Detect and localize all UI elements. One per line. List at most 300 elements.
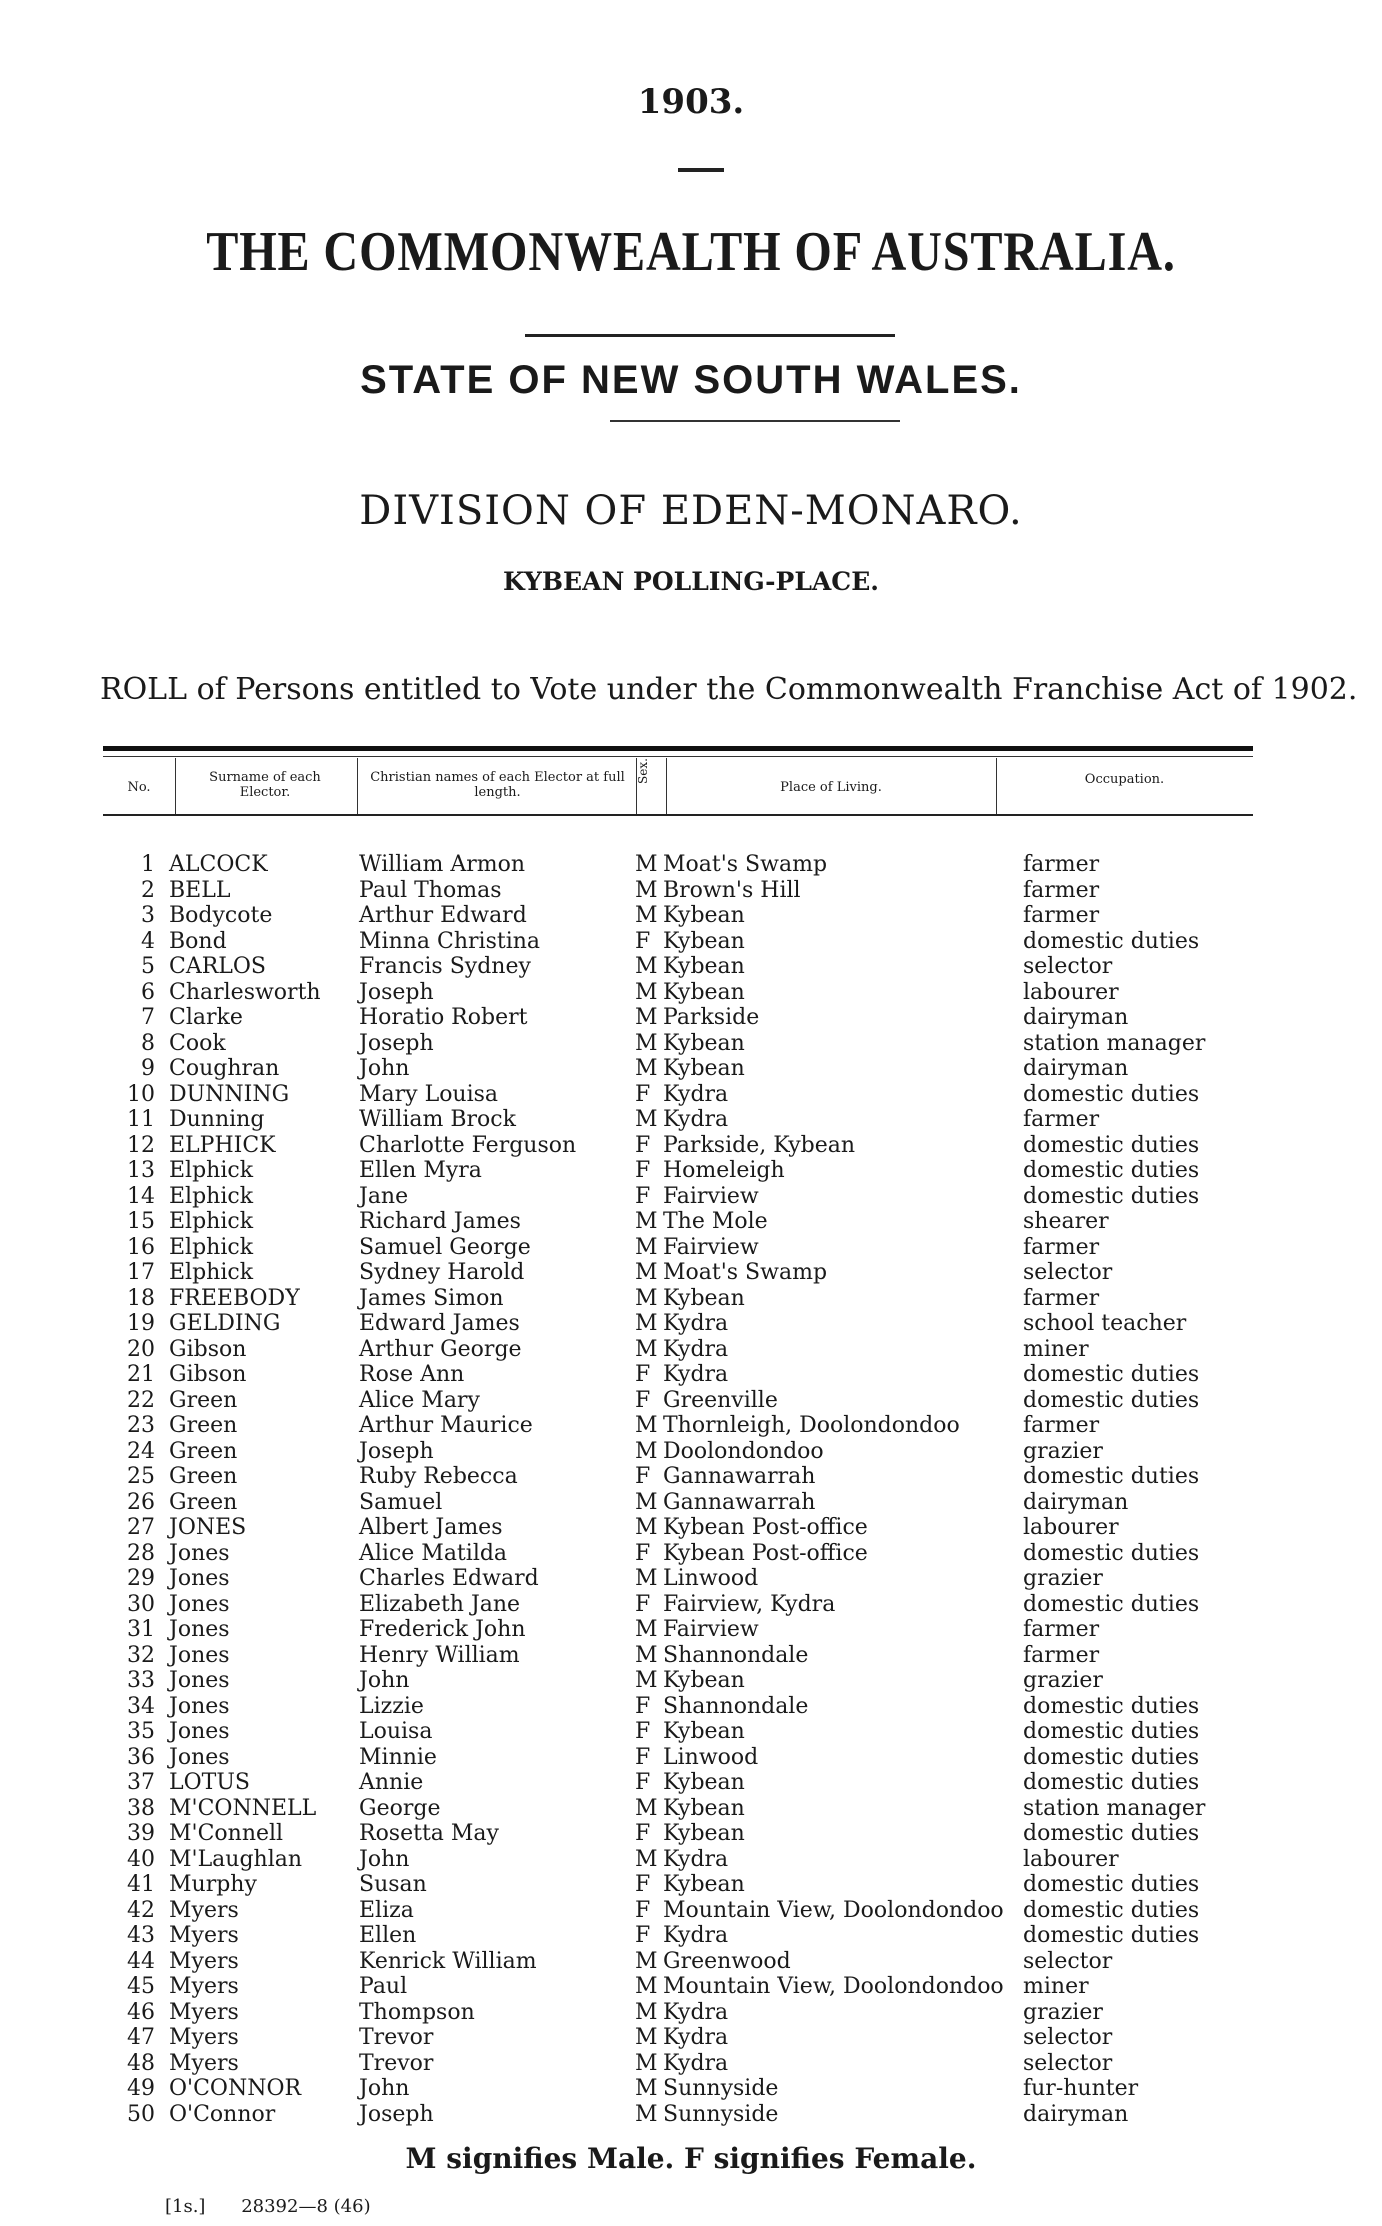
cell-sex: M	[635, 1948, 658, 1974]
cell-christian: Elizabeth Jane	[359, 1591, 521, 1617]
table-row	[103, 1184, 1253, 1210]
cell-sex: F	[635, 1183, 651, 1209]
cell-place: Kybean	[663, 903, 745, 928]
cell-no: 8	[141, 1030, 155, 1056]
cell-occupation: domestic duties	[1023, 1770, 1200, 1795]
cell-christian: Samuel	[359, 1489, 443, 1515]
cell-sex: M	[635, 1311, 658, 1336]
cell-place: Kybean	[663, 1821, 745, 1846]
cell-surname: Jones	[169, 1744, 230, 1770]
divider-rule	[525, 334, 895, 337]
cell-no: 50	[127, 2101, 155, 2127]
cell-place: Kydra	[663, 1081, 729, 1107]
cell-occupation: domestic duties	[1023, 1744, 1200, 1770]
cell-place: Mountain View, Doolondondoo	[663, 1974, 1004, 1999]
cell-surname: Green	[169, 1438, 238, 1464]
footer	[165, 2196, 401, 2217]
table-top-rule-thin	[103, 756, 1253, 757]
cell-place: Kybean	[663, 1668, 745, 1693]
cell-sex: M	[635, 1515, 658, 1540]
cell-occupation: domestic duties	[1023, 1158, 1200, 1183]
cell-surname: Bond	[169, 928, 227, 954]
cell-sex: M	[635, 1974, 658, 1999]
cell-no: 9	[141, 1056, 155, 1081]
cell-surname: Myers	[169, 2025, 239, 2050]
table-row	[103, 1082, 1253, 1108]
cell-christian: John	[359, 2076, 410, 2101]
cell-surname: Green	[169, 1489, 238, 1515]
cell-no: 17	[127, 1260, 155, 1285]
cell-sex: M	[635, 1617, 658, 1642]
table-row	[103, 1949, 1253, 1975]
cell-christian: Albert James	[359, 1515, 503, 1540]
cell-no: 43	[127, 1923, 155, 1948]
cell-occupation: domestic duties	[1023, 1591, 1200, 1617]
cell-surname: Myers	[169, 1948, 239, 1974]
cell-no: 42	[127, 1897, 155, 1923]
cell-no: 44	[127, 1948, 155, 1974]
table-row	[103, 1898, 1253, 1924]
cell-occupation: domestic duties	[1023, 1132, 1200, 1158]
cell-christian: Sydney Harold	[359, 1260, 525, 1285]
table-row	[103, 1158, 1253, 1184]
cell-no: 28	[127, 1540, 155, 1566]
cell-no: 3	[141, 903, 155, 928]
cell-surname: Murphy	[169, 1872, 257, 1897]
cell-occupation: selector	[1023, 1948, 1113, 1974]
table-row	[103, 1031, 1253, 1057]
cell-place: Fairview	[663, 1234, 759, 1260]
cell-place: Kydra	[663, 2025, 729, 2050]
table-row	[103, 1515, 1253, 1541]
cell-no: 5	[141, 954, 155, 979]
cell-occupation: domestic duties	[1023, 1923, 1200, 1948]
cell-occupation: domestic duties	[1023, 1821, 1200, 1846]
table-row	[103, 1209, 1253, 1235]
cell-occupation: shearer	[1023, 1209, 1109, 1234]
cell-christian: Joseph	[359, 1030, 434, 1056]
cell-christian: Susan	[359, 1872, 427, 1897]
cell-surname: FREEBODY	[169, 1285, 300, 1311]
table-row	[103, 1260, 1253, 1286]
cell-christian: John	[359, 1668, 410, 1693]
sex-legend: M signifies Male. F signifies Female.	[405, 2142, 977, 2175]
cell-occupation: domestic duties	[1023, 1081, 1200, 1107]
table-row	[103, 1643, 1253, 1669]
cell-surname: Myers	[169, 1923, 239, 1948]
cell-place: Parkside	[663, 1005, 760, 1030]
polling-place-heading: KYBEAN POLLING-PLACE.	[503, 567, 879, 596]
cell-occupation: farmer	[1023, 852, 1100, 877]
table-header-rule	[103, 814, 1253, 816]
document-title: THE COMMONWEALTH OF AUSTRALIA.	[206, 221, 1176, 283]
cell-place: Kydra	[663, 1311, 729, 1336]
table-row	[103, 1796, 1253, 1822]
cell-christian: Paul Thomas	[359, 877, 502, 903]
table-row	[103, 1566, 1253, 1592]
cell-no: 33	[127, 1668, 155, 1693]
cell-occupation: labourer	[1023, 1515, 1119, 1540]
cell-occupation: grazier	[1023, 1999, 1103, 2025]
division-heading: DIVISION OF EDEN-MONARO.	[359, 488, 1023, 534]
cell-no: 49	[127, 2076, 155, 2101]
cell-no: 34	[127, 1693, 155, 1719]
cell-place: Kydra	[663, 1999, 729, 2025]
cell-christian: Lizzie	[359, 1693, 424, 1719]
cell-no: 12	[127, 1132, 155, 1158]
cell-occupation: selector	[1023, 1260, 1113, 1285]
cell-christian: Henry William	[359, 1642, 520, 1668]
table-row	[103, 1362, 1253, 1388]
table-row	[103, 1847, 1253, 1873]
cell-sex: F	[635, 1872, 651, 1897]
table-row	[103, 1745, 1253, 1771]
cell-surname: BELL	[169, 877, 231, 903]
cell-occupation: school teacher	[1023, 1311, 1187, 1336]
cell-christian: Minnie	[359, 1744, 437, 1770]
cell-no: 36	[127, 1744, 155, 1770]
cell-sex: M	[635, 1489, 658, 1515]
state-heading: STATE OF NEW SOUTH WALES.	[360, 358, 1022, 402]
table-row	[103, 1872, 1253, 1898]
cell-christian: Charlotte Ferguson	[359, 1132, 577, 1158]
header-place: Place of Living.	[780, 780, 882, 795]
cell-place: Fairview, Kydra	[663, 1591, 836, 1617]
table-row	[103, 1005, 1253, 1031]
cell-sex: M	[635, 2025, 658, 2050]
cell-sex: M	[635, 1438, 658, 1464]
cell-surname: Coughran	[169, 1056, 280, 1081]
cell-occupation: selector	[1023, 2050, 1113, 2076]
cell-place: Mountain View, Doolondondoo	[663, 1897, 1004, 1923]
cell-no: 6	[141, 979, 155, 1005]
cell-surname: Elphick	[169, 1234, 254, 1260]
cell-place: Gannawarrah	[663, 1489, 816, 1515]
cell-occupation: selector	[1023, 954, 1113, 979]
cell-place: Moat's Swamp	[663, 1260, 828, 1285]
cell-sex: M	[635, 1999, 658, 2025]
cell-christian: Charles Edward	[359, 1566, 539, 1591]
cell-christian: William Armon	[359, 852, 526, 877]
cell-surname: Clarke	[169, 1005, 243, 1030]
cell-surname: Elphick	[169, 1183, 254, 1209]
cell-place: Kydra	[663, 2050, 729, 2076]
cell-occupation: miner	[1023, 1974, 1089, 1999]
cell-surname: Myers	[169, 1974, 239, 1999]
cell-no: 48	[127, 2050, 155, 2076]
cell-surname: Myers	[169, 2050, 239, 2076]
cell-sex: M	[635, 1846, 658, 1872]
cell-occupation: domestic duties	[1023, 1387, 1200, 1413]
cell-sex: M	[635, 1336, 658, 1362]
divider-rule	[678, 168, 724, 172]
cell-surname: Jones	[169, 1591, 230, 1617]
cell-place: Kybean	[663, 1285, 745, 1311]
table-row	[103, 1133, 1253, 1159]
cell-occupation: farmer	[1023, 877, 1100, 903]
cell-christian: Joseph	[359, 979, 434, 1005]
cell-christian: William Brock	[359, 1107, 516, 1132]
cell-sex: F	[635, 1132, 651, 1158]
cell-christian: George	[359, 1795, 441, 1821]
cell-no: 14	[127, 1183, 155, 1209]
cell-place: Moat's Swamp	[663, 852, 828, 877]
cell-surname: Jones	[169, 1566, 230, 1591]
cell-no: 35	[127, 1719, 155, 1744]
cell-no: 30	[127, 1591, 155, 1617]
cell-place: Kydra	[663, 1107, 729, 1132]
cell-occupation: dairyman	[1023, 1489, 1129, 1515]
cell-sex: F	[635, 1158, 651, 1183]
cell-sex: F	[635, 1387, 651, 1413]
cell-occupation: dairyman	[1023, 1005, 1129, 1030]
cell-no: 26	[127, 1489, 155, 1515]
cell-sex: M	[635, 1234, 658, 1260]
cell-christian: Samuel George	[359, 1234, 531, 1260]
table-row	[103, 1439, 1253, 1465]
table-row	[103, 1311, 1253, 1337]
header-no: No.	[127, 780, 151, 795]
cell-occupation: farmer	[1023, 1107, 1100, 1132]
cell-sex: F	[635, 1719, 651, 1744]
roll-table	[103, 852, 1253, 2127]
cell-surname: Charlesworth	[169, 979, 321, 1005]
cell-sex: F	[635, 1770, 651, 1795]
cell-occupation: miner	[1023, 1336, 1089, 1362]
cell-no: 37	[127, 1770, 155, 1795]
cell-surname: Cook	[169, 1030, 226, 1056]
table-row	[103, 1974, 1253, 2000]
cell-occupation: domestic duties	[1023, 1540, 1200, 1566]
cell-surname: Jones	[169, 1719, 230, 1744]
cell-sex: M	[635, 1209, 658, 1234]
cell-no: 27	[127, 1515, 155, 1540]
cell-christian: Rosetta May	[359, 1821, 499, 1846]
cell-christian: John	[359, 1056, 410, 1081]
cell-no: 31	[127, 1617, 155, 1642]
cell-christian: Francis Sydney	[359, 954, 531, 979]
cell-occupation: domestic duties	[1023, 1464, 1200, 1489]
cell-sex: M	[635, 1005, 658, 1030]
table-row	[103, 1056, 1253, 1082]
header-christian-names: Christian names of each Elector at full length.	[370, 770, 625, 800]
price-mark: [1s.]	[165, 2196, 206, 2217]
table-row	[103, 2076, 1253, 2102]
column-divider	[175, 758, 176, 814]
column-divider	[357, 758, 358, 814]
cell-christian: Arthur George	[359, 1336, 522, 1362]
cell-no: 29	[127, 1566, 155, 1591]
cell-surname: O'CONNOR	[169, 2076, 302, 2101]
cell-christian: Trevor	[359, 2050, 434, 2076]
cell-occupation: dairyman	[1023, 2101, 1129, 2127]
cell-sex: M	[635, 877, 658, 903]
table-row	[103, 1541, 1253, 1567]
cell-christian: Rose Ann	[359, 1362, 465, 1387]
table-row	[103, 1490, 1253, 1516]
cell-occupation: selector	[1023, 2025, 1113, 2050]
cell-occupation: farmer	[1023, 1413, 1100, 1438]
cell-occupation: station manager	[1023, 1795, 1206, 1821]
cell-place: Shannondale	[663, 1693, 809, 1719]
cell-no: 4	[141, 928, 155, 954]
cell-surname: M'CONNELL	[169, 1795, 317, 1821]
cell-no: 20	[127, 1336, 155, 1362]
cell-occupation: farmer	[1023, 1642, 1100, 1668]
cell-sex: M	[635, 1566, 658, 1591]
cell-sex: M	[635, 979, 658, 1005]
cell-place: Greenwood	[663, 1948, 791, 1974]
cell-occupation: station manager	[1023, 1030, 1206, 1056]
cell-christian: Alice Matilda	[359, 1540, 508, 1566]
cell-surname: Elphick	[169, 1158, 254, 1183]
cell-christian: Minna Christina	[359, 928, 541, 954]
table-row	[103, 2051, 1253, 2077]
cell-no: 32	[127, 1642, 155, 1668]
cell-no: 16	[127, 1234, 155, 1260]
cell-place: Kybean	[663, 1795, 745, 1821]
cell-no: 24	[127, 1438, 155, 1464]
table-row	[103, 1413, 1253, 1439]
cell-place: Kydra	[663, 1846, 729, 1872]
cell-no: 15	[127, 1209, 155, 1234]
cell-place: Kydra	[663, 1336, 729, 1362]
cell-surname: DUNNING	[169, 1081, 290, 1107]
header-surname: Surname of each Elector.	[209, 770, 321, 800]
cell-place: Kybean	[663, 928, 745, 954]
cell-sex: M	[635, 1413, 658, 1438]
cell-sex: M	[635, 2101, 658, 2127]
cell-sex: F	[635, 1693, 651, 1719]
cell-place: Kybean	[663, 1719, 745, 1744]
cell-place: Kybean	[663, 1030, 745, 1056]
cell-place: Kydra	[663, 1923, 729, 1948]
table-row	[103, 980, 1253, 1006]
cell-christian: Arthur Edward	[359, 903, 527, 928]
cell-surname: O'Connor	[169, 2101, 276, 2127]
cell-place: Kybean	[663, 1770, 745, 1795]
cell-christian: Kenrick William	[359, 1948, 537, 1974]
cell-sex: M	[635, 1030, 658, 1056]
cell-sex: M	[635, 1260, 658, 1285]
cell-surname: Jones	[169, 1668, 230, 1693]
table-top-rule	[103, 746, 1253, 751]
cell-christian: Edward James	[359, 1311, 520, 1336]
cell-no: 46	[127, 1999, 155, 2025]
cell-occupation: domestic duties	[1023, 1362, 1200, 1387]
cell-surname: Myers	[169, 1897, 239, 1923]
cell-christian: John	[359, 1846, 410, 1872]
cell-sex: M	[635, 1642, 658, 1668]
cell-place: Kybean Post-office	[663, 1515, 868, 1540]
cell-no: 22	[127, 1387, 155, 1413]
cell-occupation: labourer	[1023, 979, 1119, 1005]
cell-christian: Arthur Maurice	[359, 1413, 533, 1438]
cell-sex: M	[635, 903, 658, 928]
cell-christian: Annie	[359, 1770, 424, 1795]
cell-christian: Thompson	[359, 1999, 475, 2025]
cell-no: 47	[127, 2025, 155, 2050]
cell-surname: Gibson	[169, 1362, 247, 1387]
cell-no: 7	[141, 1005, 155, 1030]
cell-occupation: domestic duties	[1023, 1693, 1200, 1719]
cell-place: Fairview	[663, 1183, 759, 1209]
cell-surname: ELPHICK	[169, 1132, 276, 1158]
cell-no: 40	[127, 1846, 155, 1872]
cell-surname: CARLOS	[169, 954, 267, 979]
cell-sex: M	[635, 1795, 658, 1821]
cell-occupation: domestic duties	[1023, 1183, 1200, 1209]
table-row	[103, 1286, 1253, 1312]
cell-no: 23	[127, 1413, 155, 1438]
cell-sex: M	[635, 954, 658, 979]
cell-occupation: domestic duties	[1023, 1872, 1200, 1897]
cell-place: Kydra	[663, 1362, 729, 1387]
header-sex: Sex.	[636, 758, 650, 784]
cell-place: Parkside, Kybean	[663, 1132, 856, 1158]
cell-christian: Paul	[359, 1974, 408, 1999]
table-row	[103, 1464, 1253, 1490]
year-heading: 1903.	[637, 82, 745, 122]
table-row	[103, 1107, 1253, 1133]
cell-surname: JONES	[169, 1515, 247, 1540]
cell-sex: M	[635, 2050, 658, 2076]
cell-surname: GELDING	[169, 1311, 281, 1336]
cell-surname: M'Laughlan	[169, 1846, 303, 1872]
cell-place: Kybean	[663, 1872, 745, 1897]
cell-christian: Joseph	[359, 2101, 434, 2127]
cell-surname: Dunning	[169, 1107, 265, 1132]
cell-occupation: farmer	[1023, 903, 1100, 928]
cell-sex: F	[635, 1923, 651, 1948]
cell-occupation: grazier	[1023, 1566, 1103, 1591]
table-row	[103, 1235, 1253, 1261]
cell-no: 21	[127, 1362, 155, 1387]
cell-surname: Jones	[169, 1540, 230, 1566]
cell-place: Fairview	[663, 1617, 759, 1642]
cell-christian: Alice Mary	[359, 1387, 480, 1413]
cell-surname: Myers	[169, 1999, 239, 2025]
cell-occupation: domestic duties	[1023, 928, 1200, 954]
cell-christian: Louisa	[359, 1719, 433, 1744]
cell-place: Gannawarrah	[663, 1464, 816, 1489]
cell-surname: Jones	[169, 1617, 230, 1642]
cell-no: 38	[127, 1795, 155, 1821]
divider-rule	[610, 420, 900, 422]
cell-place: Doolondondoo	[663, 1438, 824, 1464]
cell-no: 18	[127, 1285, 155, 1311]
cell-occupation: fur-hunter	[1023, 2076, 1139, 2101]
table-row	[103, 1770, 1253, 1796]
header-occupation: Occupation.	[1084, 772, 1165, 787]
cell-surname: Jones	[169, 1642, 230, 1668]
table-row	[103, 1719, 1253, 1745]
table-row	[103, 954, 1253, 980]
cell-sex: M	[635, 1285, 658, 1311]
cell-place: Kybean Post-office	[663, 1540, 868, 1566]
cell-place: Brown's Hill	[663, 877, 801, 903]
cell-occupation: grazier	[1023, 1668, 1103, 1693]
cell-surname: Jones	[169, 1693, 230, 1719]
cell-occupation: farmer	[1023, 1285, 1100, 1311]
cell-christian: James Simon	[359, 1285, 504, 1311]
table-row	[103, 852, 1253, 878]
table-row	[103, 1923, 1253, 1949]
cell-no: 25	[127, 1464, 155, 1489]
table-row	[103, 2025, 1253, 2051]
cell-christian: Ruby Rebecca	[359, 1464, 518, 1489]
cell-surname: M'Connell	[169, 1821, 284, 1846]
